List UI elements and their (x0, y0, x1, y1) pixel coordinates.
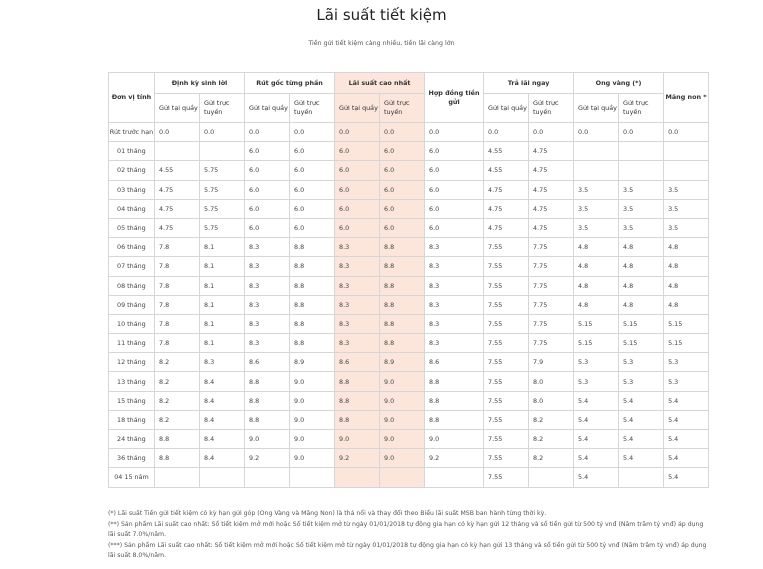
rate-cell: 8.8 (380, 276, 425, 295)
rate-cell: 5.4 (619, 391, 664, 410)
rate-cell: 6.0 (290, 161, 335, 180)
rate-cell: 5.15 (574, 334, 619, 353)
footnote: (***) Sản phẩm Lãi suất cao nhất: Số tiết kiệm mở mới hoặc Số tiết kiệm mở từ ngày 01/01/2018 tự động gia hạn có kỳ hạn gửi 13 tháng và số tiền gửi từ 500 tỷ vnđ (Năm trăm tỷ vnđ) áp dụng lãi suất 8.0%/năm. (108, 541, 707, 560)
rate-cell: 8.3 (335, 238, 380, 257)
table-row (109, 314, 709, 333)
rate-cell: 8.1 (200, 334, 245, 353)
rate-cell: 8.2 (155, 391, 200, 410)
rate-cell: 8.6 (245, 353, 290, 372)
rate-cell: 6.0 (335, 180, 380, 199)
rate-cell: 6.0 (425, 218, 484, 237)
sub-header-counter: Gửi tại quầy (155, 94, 200, 123)
rate-cell: 8.4 (200, 372, 245, 391)
rate-cell: 7.55 (484, 257, 529, 276)
rate-table-body (109, 123, 709, 488)
rate-cell: 8.3 (245, 334, 290, 353)
term-label: 02 tháng (109, 161, 155, 180)
rate-cell: 7.55 (484, 238, 529, 257)
sub-header-online: Gửi trực tuyến (380, 94, 425, 123)
rate-cell: 4.8 (664, 257, 709, 276)
rate-cell: 4.75 (529, 218, 574, 237)
footnotes (108, 509, 708, 562)
rate-cell: 9.0 (290, 449, 335, 468)
rate-cell: 4.75 (155, 180, 200, 199)
rate-cell: 4.8 (664, 295, 709, 314)
rate-cell (574, 142, 619, 161)
term-label: 36 tháng (109, 449, 155, 468)
table-row (109, 372, 709, 391)
rate-cell: 8.3 (335, 295, 380, 314)
rate-cell: 8.8 (290, 295, 335, 314)
rate-cell: 4.8 (574, 295, 619, 314)
rate-cell: 8.8 (290, 238, 335, 257)
rate-cell: 6.0 (335, 199, 380, 218)
term-label: 09 tháng (109, 295, 155, 314)
group-header-ong-vang: Ong vàng (*) (574, 73, 664, 94)
rate-cell: 3.5 (664, 199, 709, 218)
rate-cell: 4.75 (155, 218, 200, 237)
rate-cell: 6.0 (335, 218, 380, 237)
rate-cell: 0.0 (484, 123, 529, 142)
rate-cell: 7.55 (484, 391, 529, 410)
rate-cell: 3.5 (664, 180, 709, 199)
rate-cell: 5.4 (664, 430, 709, 449)
rate-cell: 4.75 (529, 142, 574, 161)
term-label: 04 tháng (109, 199, 155, 218)
rate-cell: 9.2 (335, 449, 380, 468)
rate-cell: 7.75 (529, 295, 574, 314)
rate-cell: 5.15 (664, 334, 709, 353)
footnote: (*) Lãi suất Tiền gửi tiết kiệm có kỳ hạn gửi góp (Ong Vàng và Măng Non) là thả nổi và thay đổi theo Biểu lãi suất MSB ban hành từng thời kỳ. (108, 510, 547, 517)
rate-cell: 0.0 (335, 123, 380, 142)
rate-cell: 0.0 (664, 123, 709, 142)
rate-cell: 8.3 (245, 238, 290, 257)
rate-cell (619, 468, 664, 487)
rate-cell: 8.6 (425, 353, 484, 372)
rate-cell: 6.0 (380, 218, 425, 237)
rate-cell: 6.0 (245, 161, 290, 180)
rate-cell: 4.55 (155, 161, 200, 180)
sub-header-online: Gửi trực tuyến (290, 94, 335, 123)
sub-header-counter: Gửi tại quầy (245, 94, 290, 123)
rate-cell: 5.4 (574, 430, 619, 449)
rate-cell: 8.4 (200, 430, 245, 449)
rate-cell: 7.8 (155, 295, 200, 314)
rate-cell: 6.0 (380, 142, 425, 161)
rate-cell: 5.3 (664, 372, 709, 391)
term-label: 18 tháng (109, 410, 155, 429)
term-label: 07 tháng (109, 257, 155, 276)
rate-cell: 5.4 (574, 449, 619, 468)
rate-cell: 8.8 (380, 314, 425, 333)
rate-cell: 7.55 (484, 314, 529, 333)
rate-cell: 8.2 (155, 353, 200, 372)
rate-cell: 7.55 (484, 353, 529, 372)
rate-cell (335, 468, 380, 487)
term-label: 15 tháng (109, 391, 155, 410)
term-label: 13 tháng (109, 372, 155, 391)
rate-cell: 9.0 (290, 391, 335, 410)
term-label: 10 tháng (109, 314, 155, 333)
rate-cell: 8.8 (380, 334, 425, 353)
table-row (109, 257, 709, 276)
rate-cell: 9.0 (425, 430, 484, 449)
rate-cell: 9.0 (380, 372, 425, 391)
rate-cell: 8.3 (425, 334, 484, 353)
rate-cell: 6.0 (290, 218, 335, 237)
rate-cell: 8.3 (425, 276, 484, 295)
rate-cell: 6.0 (425, 180, 484, 199)
rate-cell: 4.75 (484, 180, 529, 199)
rate-cell: 5.3 (619, 353, 664, 372)
rate-cell: 8.8 (290, 276, 335, 295)
rate-cell (155, 142, 200, 161)
term-label: 03 tháng (109, 180, 155, 199)
rate-cell: 8.8 (290, 257, 335, 276)
rate-cell: 0.0 (529, 123, 574, 142)
table-row (109, 391, 709, 410)
rate-cell: 9.0 (290, 410, 335, 429)
rate-cell: 6.0 (380, 180, 425, 199)
sub-header-online: Gửi trực tuyến (529, 94, 574, 123)
rate-cell: 6.0 (335, 161, 380, 180)
rate-cell: 5.3 (619, 372, 664, 391)
unit-header: Đơn vị tính (109, 73, 155, 123)
rate-cell: 4.75 (484, 218, 529, 237)
table-row (109, 276, 709, 295)
table-row (109, 161, 709, 180)
rate-cell: 9.2 (245, 449, 290, 468)
term-label: 11 tháng (109, 334, 155, 353)
rate-cell: 8.0 (529, 372, 574, 391)
rate-cell (619, 161, 664, 180)
rate-cell: 8.1 (200, 295, 245, 314)
rate-cell: 6.0 (290, 180, 335, 199)
rate-cell (155, 468, 200, 487)
term-label: 05 tháng (109, 218, 155, 237)
group-header-hop-dong: Hợp đồng tiền gửi (425, 73, 484, 123)
rate-cell: 8.8 (335, 410, 380, 429)
rate-cell: 8.3 (335, 314, 380, 333)
rate-cell: 8.2 (529, 430, 574, 449)
rate-cell: 6.0 (245, 180, 290, 199)
table-row (109, 430, 709, 449)
table-row (109, 353, 709, 372)
rate-cell: 5.3 (574, 372, 619, 391)
term-label: Rút trước hạn (109, 123, 155, 142)
rate-cell: 4.75 (155, 199, 200, 218)
rate-cell (529, 468, 574, 487)
term-label: 04 15 năm (109, 468, 155, 487)
rate-cell: 9.0 (380, 430, 425, 449)
rate-cell: 3.5 (619, 199, 664, 218)
rate-cell: 5.15 (619, 314, 664, 333)
rate-cell: 3.5 (574, 218, 619, 237)
rate-cell: 4.55 (484, 161, 529, 180)
rate-cell: 8.8 (380, 295, 425, 314)
term-label: 06 tháng (109, 238, 155, 257)
rate-cell: 6.0 (290, 199, 335, 218)
rate-cell: 8.2 (529, 410, 574, 429)
footnote: (**) Sản phẩm Lãi suất cao nhất: Số tiết kiệm mở mới hoặc Số tiết kiệm mở từ ngày 01/01/2018 tự động gia hạn có kỳ hạn gửi 12 tháng và số tiền gửi từ 500 tỷ vnđ (Năm trăm tỷ vnđ) áp dụng lãi suất 7.0%/năm. (108, 520, 704, 539)
rate-cell: 5.4 (619, 430, 664, 449)
group-header-rut-goc: Rút gốc từng phần (245, 73, 335, 94)
rate-cell: 6.0 (245, 199, 290, 218)
rate-cell: 9.0 (335, 430, 380, 449)
rate-cell: 5.4 (574, 468, 619, 487)
group-header-mang-non: Măng non * (664, 73, 709, 123)
rate-cell: 4.8 (619, 295, 664, 314)
rate-cell: 7.75 (529, 238, 574, 257)
rate-cell: 6.0 (245, 218, 290, 237)
rate-cell (619, 142, 664, 161)
rate-cell: 8.2 (529, 449, 574, 468)
rate-cell: 5.15 (574, 314, 619, 333)
table-row (109, 295, 709, 314)
rate-cell: 9.0 (380, 410, 425, 429)
rate-cell: 4.8 (574, 238, 619, 257)
rate-cell: 4.8 (619, 257, 664, 276)
rate-cell: 8.3 (245, 276, 290, 295)
rate-cell: 8.8 (245, 372, 290, 391)
rate-cell: 4.8 (574, 257, 619, 276)
rate-cell: 4.8 (574, 276, 619, 295)
rate-cell: 8.1 (200, 257, 245, 276)
rate-cell: 8.8 (245, 410, 290, 429)
rate-cell: 7.8 (155, 238, 200, 257)
rate-cell: 8.6 (335, 353, 380, 372)
rate-cell: 8.4 (200, 410, 245, 429)
sub-header-online: Gửi trực tuyến (619, 94, 664, 123)
rate-cell: 7.55 (484, 295, 529, 314)
rate-cell: 4.55 (484, 142, 529, 161)
rate-cell: 0.0 (380, 123, 425, 142)
rate-cell: 6.0 (425, 142, 484, 161)
rate-cell: 9.0 (380, 391, 425, 410)
rate-cell: 4.75 (529, 199, 574, 218)
rate-cell: 5.4 (574, 410, 619, 429)
rate-cell: 7.8 (155, 257, 200, 276)
rate-cell: 5.75 (200, 161, 245, 180)
rate-cell: 4.75 (529, 161, 574, 180)
rate-cell: 7.8 (155, 314, 200, 333)
rate-cell: 5.4 (664, 468, 709, 487)
rate-cell: 6.0 (290, 142, 335, 161)
rate-cell: 3.5 (619, 218, 664, 237)
rate-cell: 9.0 (290, 372, 335, 391)
page-subtitle: Tiền gửi tiết kiệm càng nhiều, tiền lãi càng lớn (308, 40, 455, 47)
rate-cell: 8.1 (200, 276, 245, 295)
rate-cell: 5.4 (664, 391, 709, 410)
rate-cell: 7.55 (484, 449, 529, 468)
rate-cell: 0.0 (574, 123, 619, 142)
rate-cell: 8.8 (425, 410, 484, 429)
rate-cell (290, 468, 335, 487)
rate-cell: 8.4 (200, 449, 245, 468)
table-row (109, 218, 709, 237)
rate-cell: 5.4 (664, 449, 709, 468)
rate-cell: 8.4 (200, 391, 245, 410)
rate-cell: 7.9 (529, 353, 574, 372)
table-row (109, 334, 709, 353)
rate-cell: 8.3 (245, 295, 290, 314)
rate-cell: 6.0 (380, 199, 425, 218)
rate-cell: 8.9 (290, 353, 335, 372)
rate-cell (380, 468, 425, 487)
table-row (109, 449, 709, 468)
rate-cell: 5.4 (664, 410, 709, 429)
rate-cell: 6.0 (425, 199, 484, 218)
rate-cell: 7.55 (484, 410, 529, 429)
interest-rate-table (108, 72, 709, 488)
rate-cell: 8.9 (380, 353, 425, 372)
table-row (109, 410, 709, 429)
table-row (109, 238, 709, 257)
rate-cell: 8.2 (155, 410, 200, 429)
rate-cell: 7.8 (155, 334, 200, 353)
rate-cell: 9.2 (425, 449, 484, 468)
term-label: 24 tháng (109, 430, 155, 449)
rate-cell: 4.75 (484, 199, 529, 218)
rate-cell: 7.75 (529, 314, 574, 333)
rate-cell: 8.3 (425, 257, 484, 276)
rate-cell: 6.0 (245, 142, 290, 161)
rate-cell: 9.0 (245, 430, 290, 449)
term-label: 01 tháng (109, 142, 155, 161)
rate-cell: 6.0 (380, 161, 425, 180)
table-row (109, 180, 709, 199)
table-row (109, 123, 709, 142)
rate-cell: 5.75 (200, 199, 245, 218)
rate-cell: 4.8 (619, 238, 664, 257)
rate-cell: 7.75 (529, 334, 574, 353)
table-row (109, 199, 709, 218)
rate-cell: 7.75 (529, 276, 574, 295)
rate-cell: 0.0 (425, 123, 484, 142)
group-header-lai-suat-cao-nhat: Lãi suất cao nhất (335, 73, 425, 94)
table-row (109, 142, 709, 161)
rate-cell: 7.75 (529, 257, 574, 276)
rate-cell: 5.4 (619, 449, 664, 468)
rate-cell: 8.3 (335, 334, 380, 353)
rate-cell: 7.8 (155, 276, 200, 295)
rate-cell: 8.1 (200, 238, 245, 257)
rate-cell: 5.3 (574, 353, 619, 372)
rate-cell: 8.3 (425, 295, 484, 314)
rate-cell: 5.75 (200, 218, 245, 237)
rate-cell: 5.3 (664, 353, 709, 372)
term-label: 08 tháng (109, 276, 155, 295)
rate-cell (574, 161, 619, 180)
rate-cell: 8.8 (335, 391, 380, 410)
rate-cell (664, 142, 709, 161)
rate-cell: 5.75 (200, 180, 245, 199)
table-row (109, 468, 709, 487)
rate-cell: 8.8 (290, 314, 335, 333)
rate-cell: 8.3 (245, 314, 290, 333)
rate-cell: 5.15 (619, 334, 664, 353)
rate-cell: 7.55 (484, 430, 529, 449)
rate-cell (425, 468, 484, 487)
sub-header-counter: Gửi tại quầy (335, 94, 380, 123)
rate-cell: 7.55 (484, 372, 529, 391)
rate-cell: 0.0 (245, 123, 290, 142)
sub-header-online: Gửi trực tuyến (200, 94, 245, 123)
rate-cell: 4.8 (664, 276, 709, 295)
rate-cell: 8.3 (245, 257, 290, 276)
rate-cell: 3.5 (619, 180, 664, 199)
rate-cell: 8.3 (425, 314, 484, 333)
rate-cell: 0.0 (290, 123, 335, 142)
rate-cell: 8.8 (290, 334, 335, 353)
rate-cell: 8.8 (425, 391, 484, 410)
rate-cell: 3.5 (574, 180, 619, 199)
rate-cell (200, 142, 245, 161)
page-title: Lãi suất tiết kiệm (316, 6, 447, 24)
rate-cell: 5.4 (574, 391, 619, 410)
rate-cell: 7.55 (484, 468, 529, 487)
rate-cell: 8.3 (335, 276, 380, 295)
rate-cell (664, 161, 709, 180)
rate-cell: 8.3 (335, 257, 380, 276)
rate-cell: 9.0 (380, 449, 425, 468)
rate-cell: 5.4 (619, 410, 664, 429)
rate-cell: 8.8 (155, 449, 200, 468)
rate-cell: 0.0 (200, 123, 245, 142)
rate-cell (200, 468, 245, 487)
rate-cell: 8.3 (200, 353, 245, 372)
rate-cell: 7.55 (484, 334, 529, 353)
rate-cell: 3.5 (664, 218, 709, 237)
rate-cell: 8.3 (425, 238, 484, 257)
rate-cell: 8.2 (155, 372, 200, 391)
rate-cell: 0.0 (155, 123, 200, 142)
rate-cell (245, 468, 290, 487)
rate-cell: 6.0 (335, 142, 380, 161)
rate-cell: 8.8 (245, 391, 290, 410)
rate-cell: 3.5 (574, 199, 619, 218)
group-header-tra-lai-ngay: Trả lãi ngay (484, 73, 574, 94)
rate-cell: 4.8 (619, 276, 664, 295)
sub-header-counter: Gửi tại quầy (574, 94, 619, 123)
rate-cell: 4.8 (664, 238, 709, 257)
rate-cell: 0.0 (619, 123, 664, 142)
rate-cell: 7.55 (484, 276, 529, 295)
rate-cell: 8.8 (380, 257, 425, 276)
rate-cell: 9.0 (290, 430, 335, 449)
rate-cell: 8.1 (200, 314, 245, 333)
rate-cell: 8.8 (425, 372, 484, 391)
rate-cell: 6.0 (425, 161, 484, 180)
term-label: 12 tháng (109, 353, 155, 372)
rate-cell: 8.0 (529, 391, 574, 410)
rate-cell: 4.75 (529, 180, 574, 199)
group-header-dinh-ky: Định kỳ sinh lời (155, 73, 245, 94)
rate-cell: 8.8 (335, 372, 380, 391)
sub-header-counter: Gửi tại quầy (484, 94, 529, 123)
rate-cell: 8.8 (155, 430, 200, 449)
rate-cell: 8.8 (380, 238, 425, 257)
rate-cell: 5.15 (664, 314, 709, 333)
